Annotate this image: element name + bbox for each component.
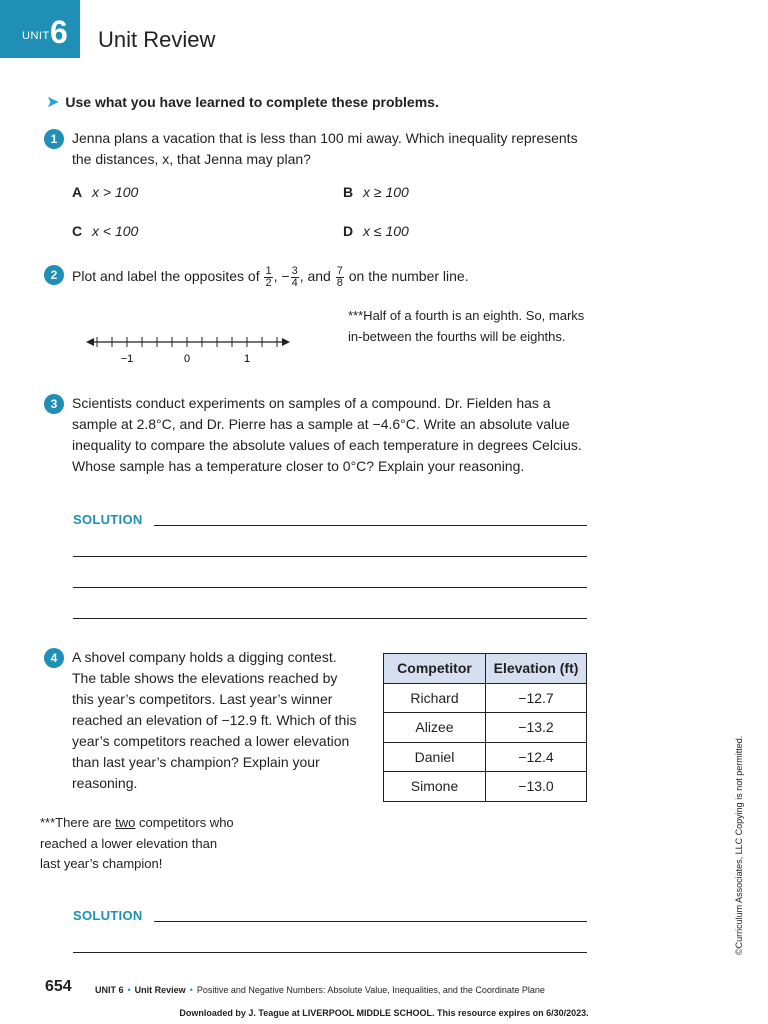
table-row (384, 683, 587, 713)
choice-b[interactable] (343, 184, 409, 200)
choice-letter: C (72, 223, 83, 239)
answer-line[interactable] (73, 952, 587, 953)
page-title: Unit Review (98, 27, 216, 52)
number-line[interactable] (86, 328, 292, 368)
table-row (384, 772, 587, 802)
choice-expression: x ≥ 100 (363, 184, 409, 200)
note-prefix: ***There are (40, 815, 116, 830)
question-1-text: Jenna plans a vacation that is less than 100 mi away. Which inequality represents the distances, x, that Jenna may plan? (72, 130, 578, 167)
choice-letter: B (343, 184, 354, 200)
answer-line[interactable] (73, 587, 587, 588)
column-header-elevation: Elevation (ft) (486, 654, 587, 684)
note-suffix: competitors who reached a lower elevation than last year’s champion! (40, 815, 234, 871)
tick-label-one: 1 (243, 353, 251, 365)
footer-section: Unit Review (134, 985, 186, 995)
competitor-name: Richard (384, 683, 486, 713)
instruction-text: Use what you have learned to complete these problems. (65, 94, 439, 110)
elevation-value: −12.7 (486, 683, 587, 713)
choice-letter: A (72, 184, 83, 200)
fraction-numerator: 7 (336, 264, 343, 277)
arrow-right-icon (282, 338, 290, 346)
fraction-three-fourths (291, 266, 299, 289)
note-underlined-word: two (115, 815, 136, 830)
unit-badge (0, 0, 80, 58)
choice-d[interactable] (343, 223, 409, 239)
fraction-seven-eighths (336, 266, 344, 289)
elevation-value: −13.0 (486, 772, 587, 802)
question-number-4: 4 (44, 648, 64, 668)
table-header-row (384, 654, 587, 684)
footer-unit: UNIT 6 (95, 985, 124, 995)
fraction-denominator: 2 (265, 276, 272, 289)
tick-label-zero: 0 (183, 353, 191, 365)
unit-word: UNIT (22, 30, 50, 42)
choice-a[interactable] (72, 184, 138, 200)
competitor-table (383, 653, 587, 802)
answer-line[interactable] (154, 525, 587, 526)
choice-c[interactable] (72, 223, 138, 239)
instruction (46, 92, 439, 112)
elevation-value: −12.4 (486, 742, 587, 772)
fraction-numerator: 3 (291, 264, 298, 277)
question-2-text: Plot and label the opposites of $\frac{1}{2}$ , − $\frac{3}{4}$ , and $\frac{7}{8}$ on the number line. (72, 264, 469, 289)
choice-expression: x ≤ 100 (363, 223, 409, 239)
footer-topic: Positive and Negative Numbers: Absolute Value, Inequalities, and the Coordinate Plane (196, 985, 545, 995)
question-number-2: 2 (44, 265, 64, 285)
answer-line[interactable] (154, 921, 587, 922)
tick-label-neg-one: −1 (120, 353, 134, 365)
page-header (0, 0, 768, 58)
title-box (80, 0, 768, 58)
fraction-one-half (264, 266, 272, 289)
arrow-right-icon: ➤ (46, 94, 60, 111)
page-number: 654 (45, 978, 72, 995)
q4-handwritten-note (40, 813, 240, 875)
choice-expression: x < 100 (92, 223, 139, 239)
answer-line[interactable] (73, 556, 587, 557)
question-3-text: Scientists conduct experiments on samples of a compound. Dr. Fielden has a sample at 2.8°C, and Dr. Pierre has a sample at −4.6°C. Write an absolute value inequality to compare the absolute values of each temperature in degrees Celcius. Whose sample has a temperature closer to 0°C? Explain your reasoning. (72, 395, 582, 474)
choice-letter: D (343, 223, 354, 239)
solution-label-q3: SOLUTION (73, 512, 143, 527)
footer-breadcrumb (95, 985, 545, 995)
negative-sign: − (281, 268, 290, 284)
column-header-competitor: Competitor (384, 654, 486, 684)
copyright-note: ©Curriculum Associates, LLC Copying is not permitted. (734, 735, 744, 955)
unit-number: 6 (50, 14, 68, 50)
fraction-denominator: 8 (336, 276, 343, 289)
competitor-name: Daniel (384, 742, 486, 772)
fraction-numerator: 1 (265, 264, 272, 277)
competitor-name: Simone (384, 772, 486, 802)
solution-label-q4: SOLUTION (73, 908, 143, 923)
q2-text-and: , and (299, 268, 331, 284)
table-row (384, 742, 587, 772)
question-number-3: 3 (44, 394, 64, 414)
bullet-icon: • (127, 985, 131, 995)
question-number-1: 1 (44, 129, 64, 149)
question-4-text: A shovel company holds a digging contest. The table shows the elevations reached by this year’s competitors. Last year’s winner reached an elevation of −12.9 ft. Which of this year’s competitors reached a lower elevation than last year’s champion? Explain your reasoning. (72, 649, 357, 791)
q2-text-after: on the number line. (348, 268, 469, 284)
arrow-left-icon (86, 338, 94, 346)
competitor-name: Alizee (384, 713, 486, 743)
download-note: Downloaded by J. Teague at LIVERPOOL MIDDLE SCHOOL. This resource expires on 6/30/2023. (179, 1008, 589, 1018)
table-row (384, 713, 587, 743)
q2-handwritten-note: ***Half of a fourth is an eighth. So, marks in-between the fourths will be eighths. (348, 308, 585, 344)
bullet-icon: • (189, 985, 193, 995)
fraction-denominator: 4 (291, 276, 298, 289)
elevation-value: −13.2 (486, 713, 587, 743)
choice-expression: x > 100 (92, 184, 139, 200)
answer-line[interactable] (73, 618, 587, 619)
q2-text-before: Plot and label the opposites of (72, 268, 260, 284)
